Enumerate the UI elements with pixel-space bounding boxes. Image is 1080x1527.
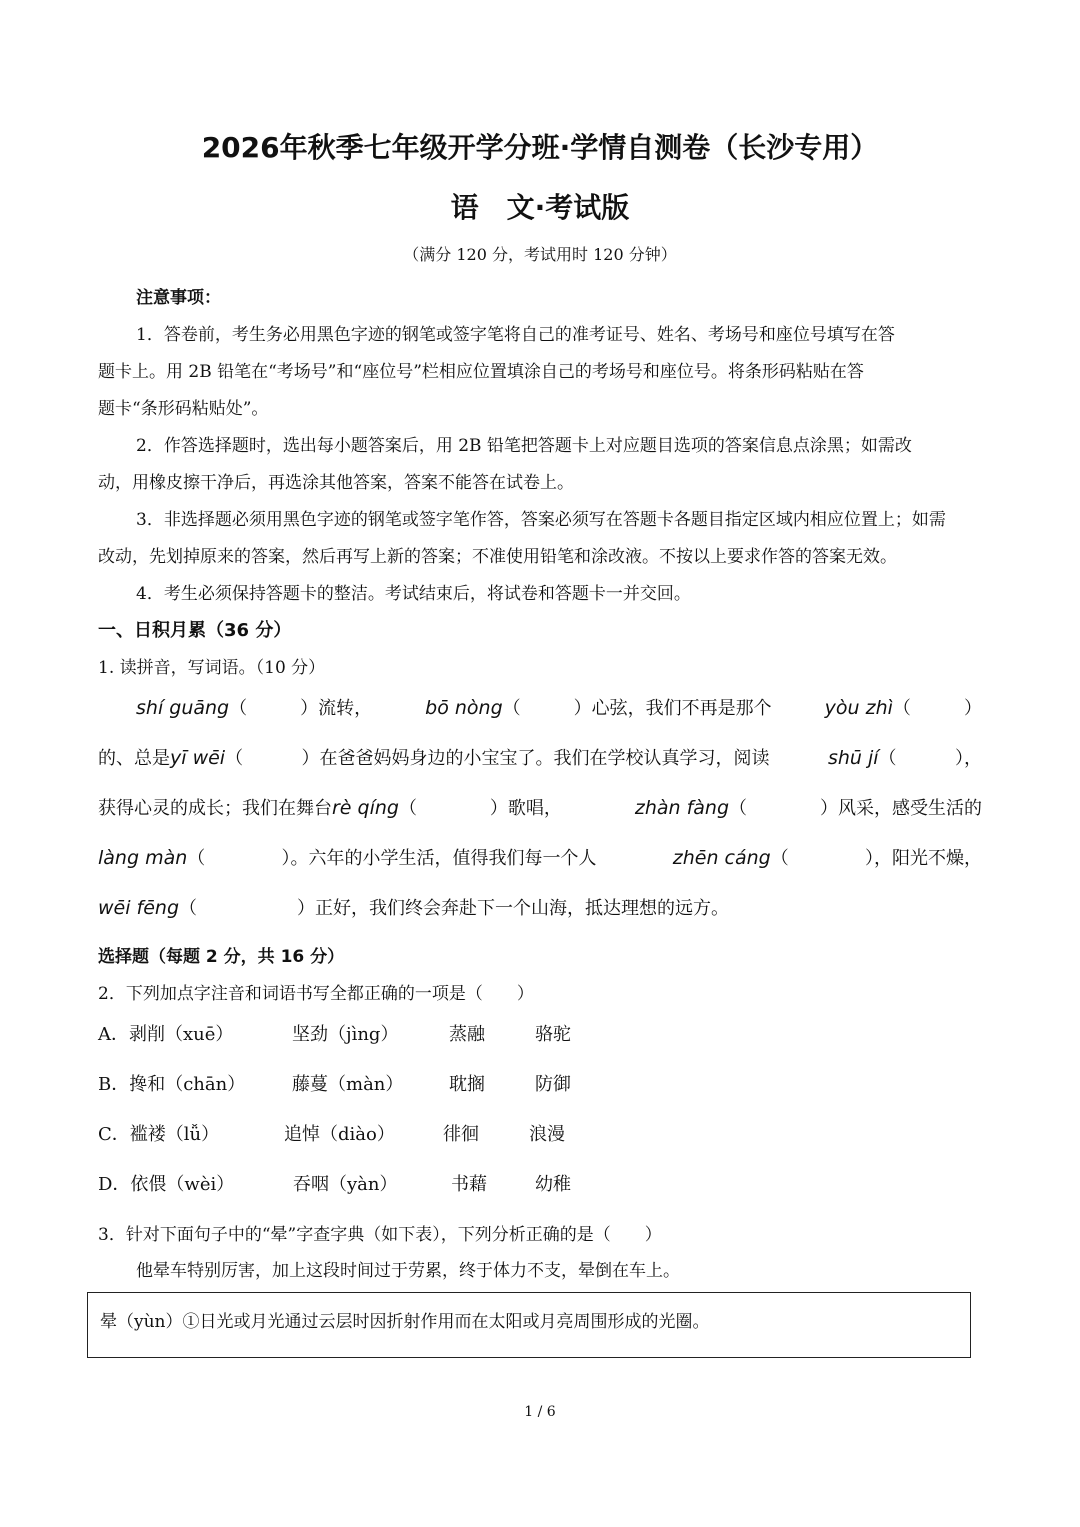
pinyin-text: bō nòng <box>425 697 503 719</box>
option-a-3: 蒸融 <box>449 1024 485 1045</box>
page-number: 1 / 6 <box>524 1404 556 1420</box>
notice-line: 4．考生必须保持答题卡的整洁。考试结束后，将试卷和答题卡一并交回。 <box>136 584 691 604</box>
notice-heading: 注意事项： <box>136 288 221 308</box>
paren-close: ）， <box>954 748 982 769</box>
paren-open: （ <box>502 698 521 719</box>
pinyin-row <box>136 694 982 720</box>
notice-line: 动，用橡皮擦干净后，再选涂其他答案，答案不能答在试卷上。 <box>98 473 574 493</box>
notice-line: 改动，先划掉原来的答案，然后再写上新的答案；不准使用铅笔和涂改液。不按以上要求作答的答案无效。 <box>98 547 897 567</box>
paren-open: （ <box>892 698 911 719</box>
option-b-1: B．搀和（chān） <box>98 1074 246 1095</box>
question-3-title: 3．针对下面句子中的“晕”字查字典（如下表），下列分析正确的是（ ） <box>98 1225 662 1245</box>
pinyin-row <box>98 794 982 820</box>
pinyin-row <box>98 894 982 920</box>
option-d-2: 吞咽（yàn） <box>293 1174 398 1195</box>
pinyin-text: shū jí <box>827 747 879 769</box>
pinyin-text: làng màn <box>98 847 188 869</box>
sentence-text: ），阳光不燥， <box>865 848 982 869</box>
paren-open: （ <box>398 798 417 819</box>
option-c-3: 徘徊 <box>443 1124 479 1145</box>
paren-open: （ <box>187 848 206 869</box>
section-heading: 一、日积月累（36 分） <box>98 620 292 641</box>
option-a-1: A．剥削（xuē） <box>98 1024 234 1045</box>
option-b-3: 耽搁 <box>449 1074 485 1095</box>
sentence-text: ）歌唱， <box>489 798 562 819</box>
paren-open: （ <box>729 798 748 819</box>
pinyin-row <box>98 744 982 770</box>
notice-line: 2．作答选择题时，选出每小题答案后，用 2B 铅笔把答题卡上对应题目选项的答案信息点涂黑；如需改 <box>136 436 912 456</box>
sentence-text: ）流转， <box>300 698 373 719</box>
paren-open: （ <box>179 898 198 919</box>
pinyin-text: zhàn fàng <box>634 797 730 819</box>
option-c-4: 浪漫 <box>529 1124 565 1145</box>
exam-subtitle: 语 文·考试版 <box>450 191 630 224</box>
sentence-text: ）心弦，我们不再是那个 <box>573 698 772 719</box>
dictionary-table <box>87 1292 971 1358</box>
question-2-title: 2．下列加点字注音和词语书写全都正确的一项是（ ） <box>98 984 534 1004</box>
pinyin-text: rè qíng <box>332 797 399 819</box>
sentence-text: ）正好，我们终会奔赴下一个山海，抵达理想的远方。 <box>297 898 730 919</box>
notice-line: 题卡上。用 2B 铅笔在“考场号”和“座位号”栏相应位置填涂自己的考场号和座位号。将条形码粘贴在答 <box>98 362 864 382</box>
paren-open: （ <box>225 748 244 769</box>
pinyin-text: zhēn cáng <box>672 847 771 869</box>
notice-line: 3．非选择题必须用黑色字迹的钢笔或签字笔作答，答案必须写在答题卡各题目指定区域内相应位置上；如需 <box>136 510 946 530</box>
pinyin-text: yī wēi <box>170 747 226 769</box>
sentence-text: 的、总是 <box>98 748 170 769</box>
notice-line: 题卡“条形码粘贴处”。 <box>98 399 269 419</box>
pinyin-text: yòu zhì <box>824 697 893 719</box>
option-a-4: 骆驼 <box>535 1024 571 1045</box>
pinyin-text: shí guāng <box>136 697 230 719</box>
question-1-title: 1. 读拼音，写词语。（10 分） <box>98 658 326 678</box>
option-b-2: 藤蔓（màn） <box>292 1074 404 1095</box>
sentence-text: ）。六年的小学生活，值得我们每一个人 <box>281 848 597 869</box>
paren-open: （ <box>878 748 897 769</box>
option-d-4: 幼稚 <box>535 1174 571 1195</box>
paren-close: ） <box>963 698 982 719</box>
pinyin-text: wēi fēng <box>98 897 180 919</box>
option-c-2: 追悼（diào） <box>284 1124 395 1145</box>
notice-line: 1．答卷前，考生务必用黑色字迹的钢笔或签字笔将自己的准考证号、姓名、考场号和座位号填写在答 <box>136 325 895 345</box>
score-note: （满分 120 分，考试用时 120 分钟） <box>403 245 677 264</box>
sentence-text: ）风采，感受生活的 <box>819 798 982 819</box>
question-3-sentence: 他晕车特别厉害，加上这段时间过于劳累，终于体力不支，晕倒在车上。 <box>136 1261 680 1281</box>
sentence-text: ）在爸爸妈妈身边的小宝宝了。我们在学校认真学习，阅读 <box>301 748 770 769</box>
choice-section-heading: 选择题（每题 2 分，共 16 分） <box>98 947 345 967</box>
option-c-1: C．褴褛（lǚ） <box>98 1124 220 1145</box>
option-d-3: 书藉 <box>451 1174 487 1195</box>
pinyin-row <box>98 844 982 870</box>
option-a-2: 坚劲（jìng） <box>292 1024 399 1045</box>
option-b-4: 防御 <box>535 1074 571 1095</box>
paren-open: （ <box>229 698 248 719</box>
paren-open: （ <box>770 848 789 869</box>
option-d-1: D．依偎（wèi） <box>98 1174 235 1195</box>
exam-title: 2026年秋季七年级开学分班·学情自测卷（长沙专用） <box>201 131 879 164</box>
sentence-text: 获得心灵的成长；我们在舞台 <box>98 798 332 819</box>
dictionary-entry: 晕（yùn）①日光或月光通过云层时因折射作用而在太阳或月亮周围形成的光圈。 <box>100 1312 710 1332</box>
